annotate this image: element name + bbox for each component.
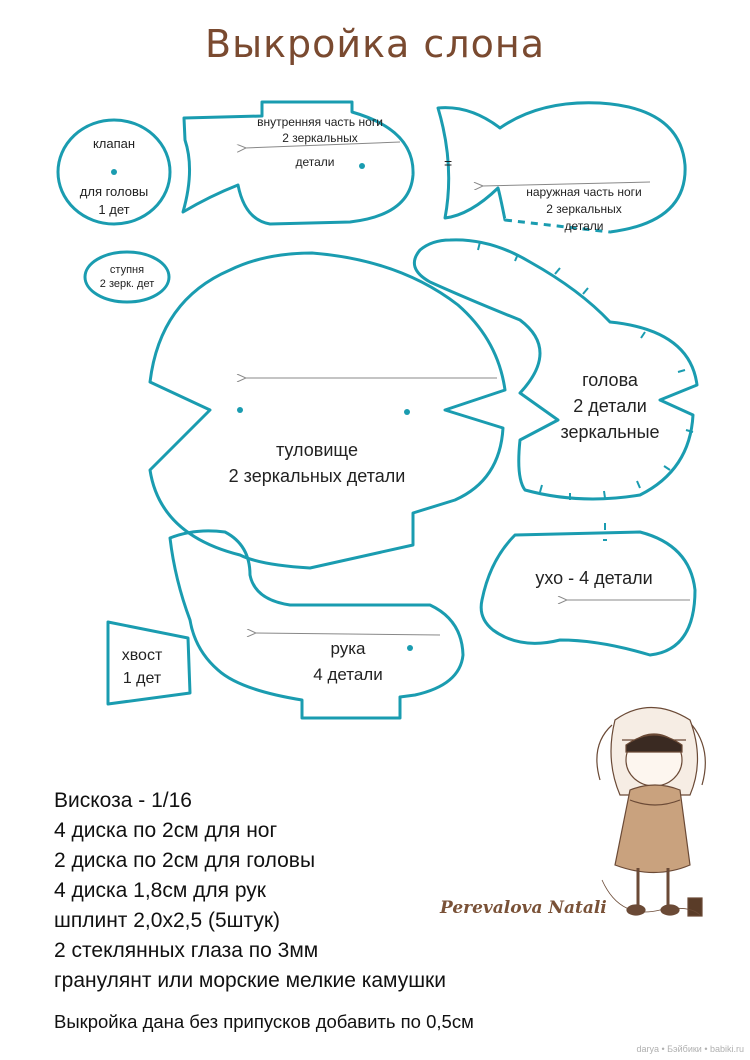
body-piece (150, 253, 505, 568)
inner-leg-dot (359, 163, 365, 169)
ear-label: ухо - 4 детали (535, 568, 653, 588)
head-suffix: зеркальные (560, 422, 660, 442)
material-item: 2 стеклянных глаза по 3мм (54, 939, 319, 962)
body-dot-right (404, 409, 410, 415)
valve-name: клапан (92, 136, 136, 151)
svg-text:=: = (444, 155, 453, 171)
material-item: Вискоза - 1/16 (54, 789, 192, 812)
material-item: 4 диска 1,8см для рук (54, 879, 266, 902)
materials-list (54, 786, 446, 996)
head-piece (414, 240, 697, 500)
body-name: туловище (275, 440, 359, 460)
head-count: 2 детали (573, 396, 647, 416)
valve-purpose: для головы (79, 184, 149, 199)
inner-leg-suffix: детали (295, 155, 335, 169)
material-item: шплинт 2,0х2,5 (5штук) (54, 909, 281, 932)
girl-illustration (597, 708, 705, 917)
valve-count: 1 дет (98, 202, 130, 217)
arm-name: рука (330, 639, 366, 658)
page-title: Выкройка слона (205, 22, 545, 66)
body-count: 2 зеркальных детали (228, 466, 406, 486)
author-signature: Perevalova Natali (440, 898, 607, 918)
inner-leg-count: 2 зеркальных (282, 131, 358, 145)
arm-piece (170, 531, 463, 718)
watermark: darya • Бэйбики • babiki.ru (636, 1044, 744, 1054)
foot-count: 2 зерк. дет (99, 278, 155, 290)
outer-leg-name: наружная часть ноги (526, 185, 642, 199)
outer-leg-suffix: детали (564, 219, 604, 233)
head-name: голова (582, 370, 638, 390)
ear-piece (481, 523, 695, 655)
foot-name: ступня (109, 264, 145, 276)
valve-dot (111, 169, 117, 175)
tail-count: 1 дет (122, 670, 162, 687)
inner-leg-name: внутренняя часть ноги (257, 115, 383, 129)
tail-name: хвост (121, 647, 163, 664)
foot-piece (85, 252, 169, 302)
outer-leg-count: 2 зеркальных (546, 202, 622, 216)
arm-count: 4 детали (313, 665, 383, 684)
seam-allowance-note: Выкройка дана без припусков добавить по 0,5см (54, 1011, 474, 1032)
arm-dot (407, 645, 413, 651)
body-dot-left (237, 407, 243, 413)
material-item: 4 диска по 2см для ног (54, 819, 278, 842)
material-item: гранулянт или морские мелкие камушки (54, 969, 446, 992)
material-item: 2 диска по 2см для головы (54, 849, 316, 872)
